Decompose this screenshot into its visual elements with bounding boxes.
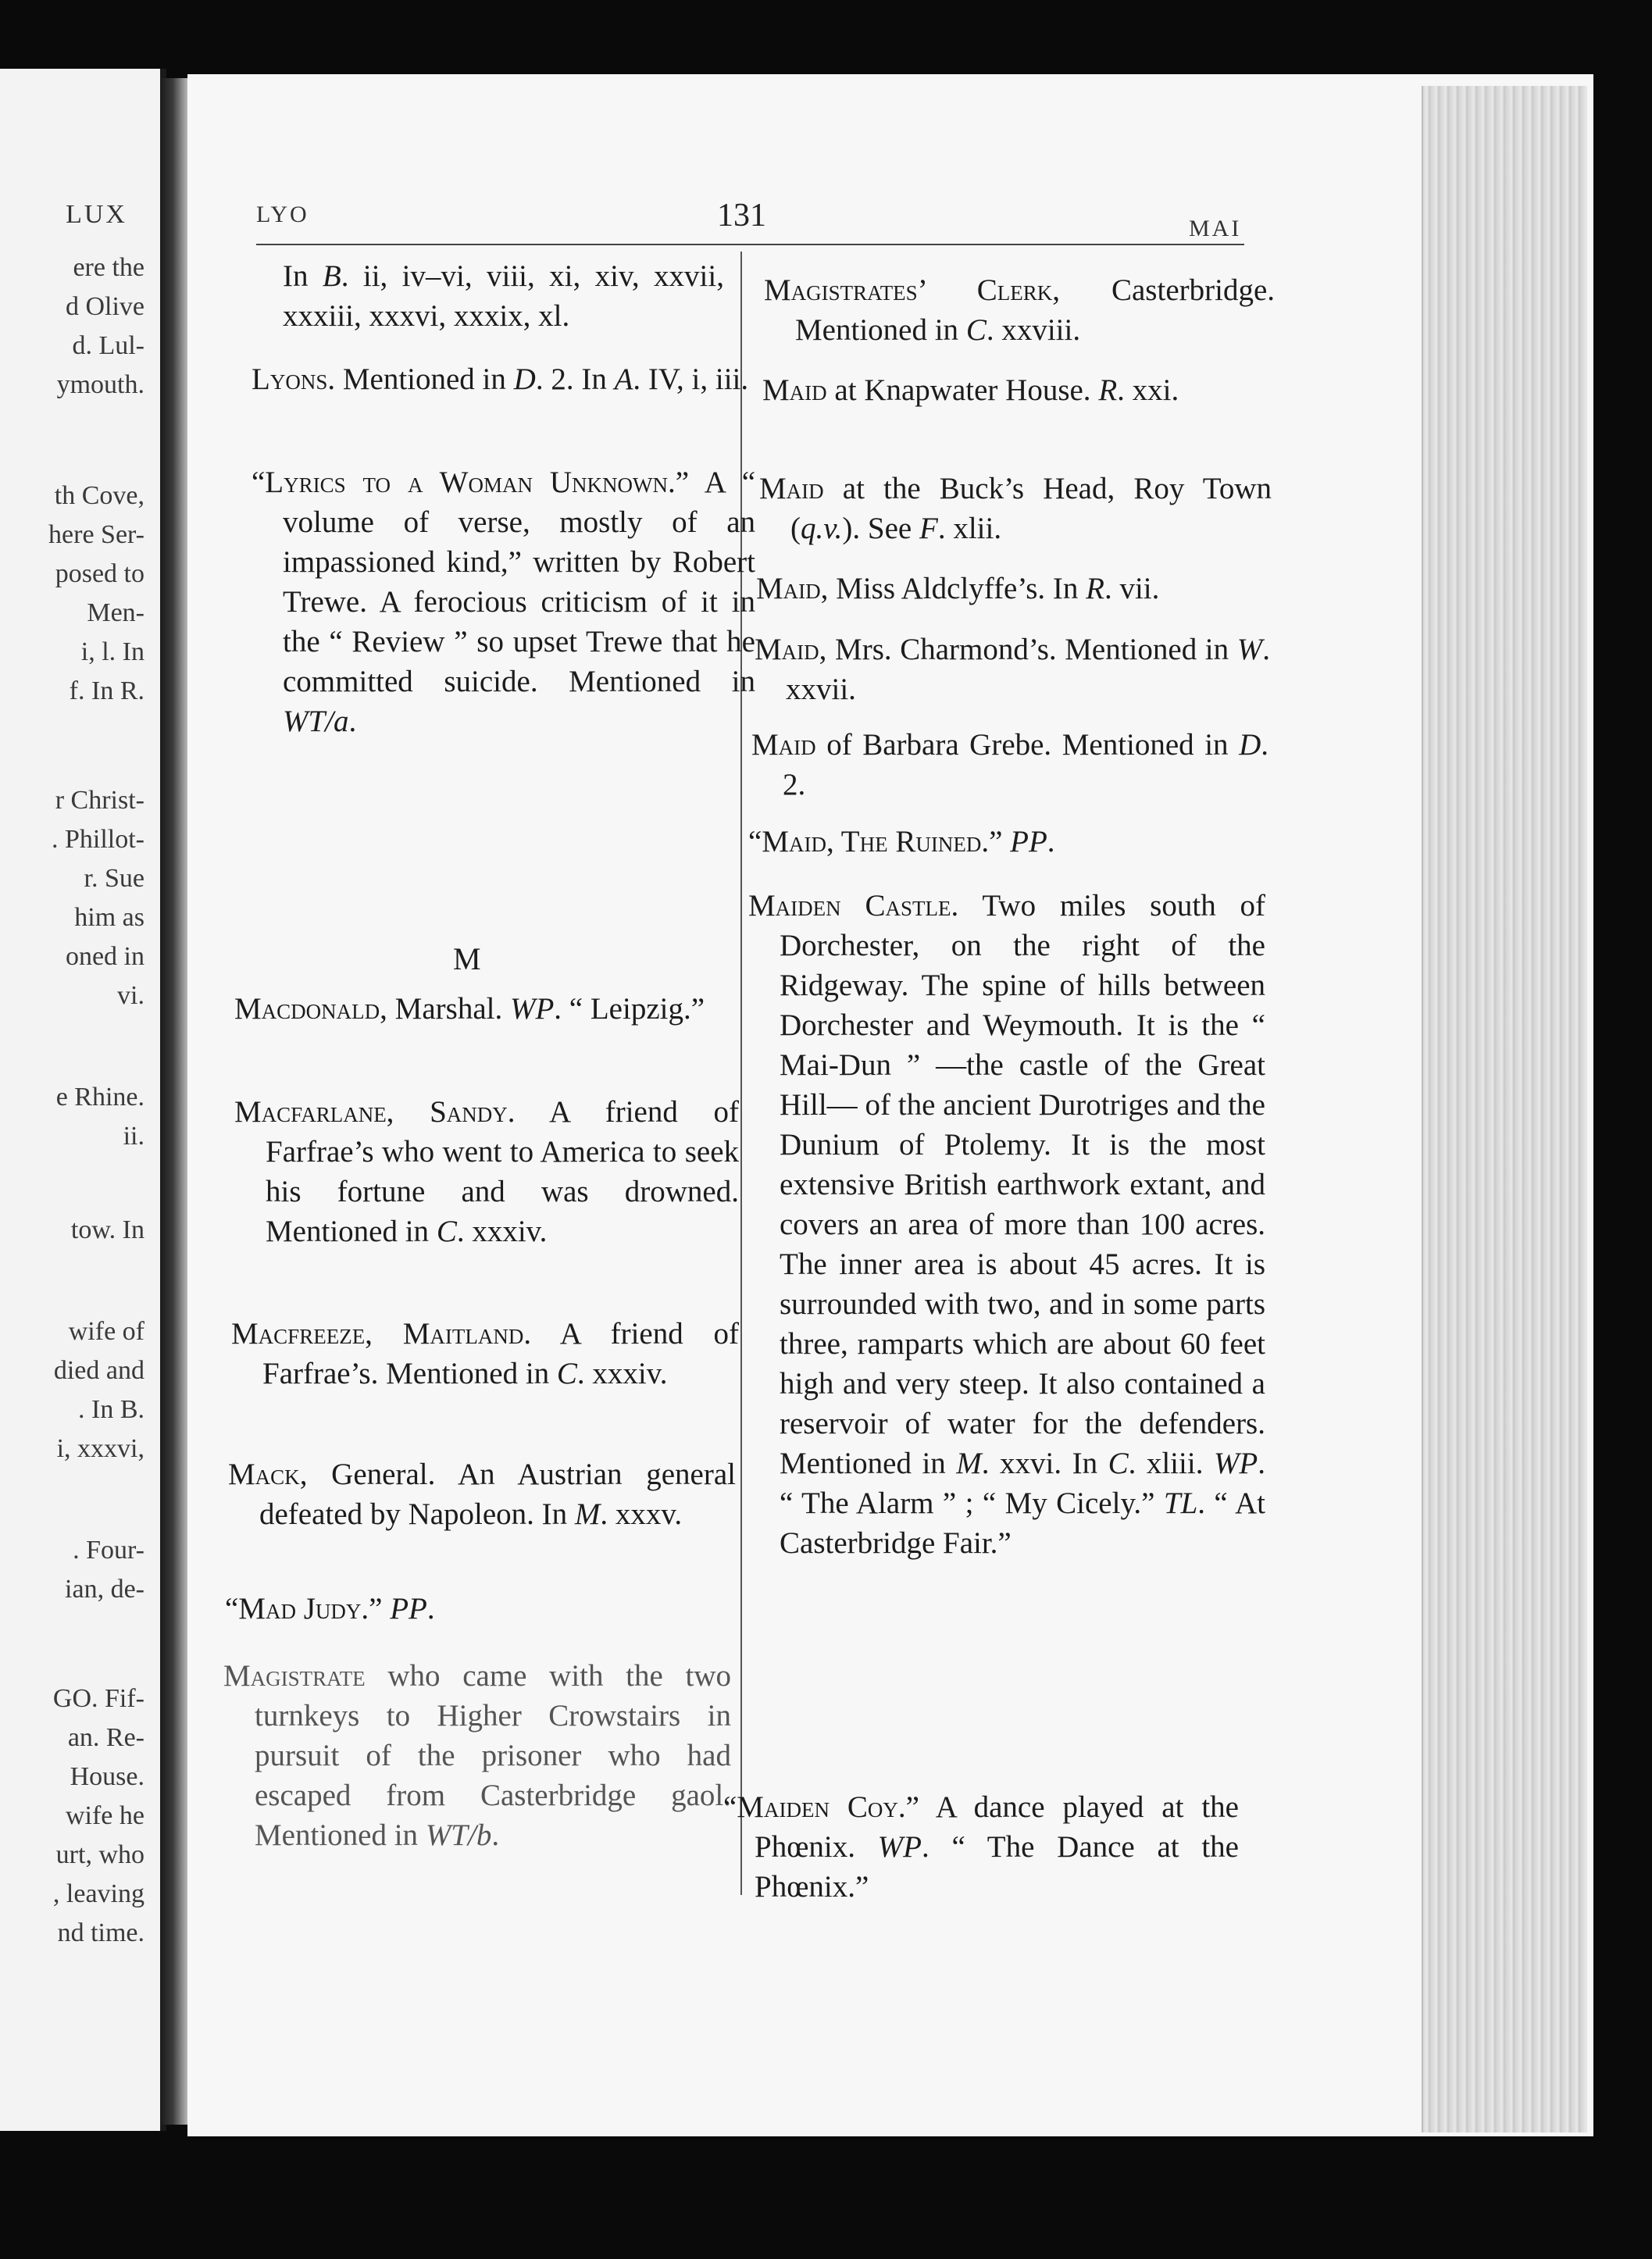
entry-lyons: Lyons. Mentioned in D. 2. In A. IV, i, iii. (252, 362, 749, 396)
left-fragment: , leaving (52, 1879, 145, 1908)
page-edges (1422, 86, 1587, 2132)
left-fragment: GO. Fif- (52, 1684, 145, 1713)
left-fragment: r Christ- (55, 786, 145, 815)
left-fragment: f. In R. (69, 676, 145, 705)
entry-magistrate: Magistrate who came with the two turnkeys to Higher Crowstairs in pursuit of the prisoner who had escaped from Casterbridge gaol. Mentioned in WT/b. (223, 1659, 731, 1852)
entry-maid-charmond: Maid, Mrs. Charmond’s. Mentioned in W. xxvii. (755, 633, 1270, 706)
entry-maiden-coy: “Maiden Coy.” A dance played at the Phœnix. WP. “ The Dance at the Phœnix.” (723, 1790, 1239, 1904)
left-fragment: d. Lul- (72, 331, 145, 360)
entry-macfarlane: Macfarlane, Sandy. A friend of Farfrae’s who went to America to seek his fortune and was drowned. Mentioned in C. xxxiv. (234, 1095, 740, 1248)
left-fragment: ere the (73, 253, 145, 282)
entry-macdonald: Macdonald, Marshal. WP. “ Leipzig.” (234, 992, 705, 1026)
left-fragment: an. Re- (67, 1723, 145, 1752)
entry-maid-knapwater: Maid at Knapwater House. R. xxi. (762, 373, 1179, 407)
entry-mad-judy: “Mad Judy.” PP. (225, 1592, 435, 1626)
left-fragment: ian, de- (65, 1575, 145, 1604)
left-page (0, 69, 166, 2131)
left-fragment: . Four- (73, 1536, 145, 1565)
left-fragment: vi. (117, 981, 145, 1010)
left-fragment: died and (53, 1356, 145, 1385)
left-fragment: . In B. (78, 1395, 145, 1424)
entry-macfreeze: Macfreeze, Maitland. A friend of Farfrae’s. Mentioned in C. xxxiv. (231, 1317, 740, 1390)
entry-maid-ruined: “Maid, The Ruined.” PP. (748, 825, 1055, 858)
book-gutter (160, 78, 191, 2125)
entry-maid-grebe: Maid of Barbara Grebe. Mentioned in D. 2. (751, 728, 1268, 801)
entry-mack: Mack, General. An Austrian general defeated by Napoleon. In M. xxxv. (228, 1458, 736, 1531)
left-fragment: i, xxxvi, (56, 1434, 145, 1463)
left-fragment: ii. (123, 1122, 145, 1151)
left-fragment: posed to (55, 559, 145, 588)
entry-maiden-castle: Maiden Castle. Two miles south of Dorchester, on the right of the Ridgeway. The spine of hills between Dorchester and Weymouth. It is the “ Mai-Dun ” —the castle of the Great Hill— of the ancient Durotriges and the Dunium of Ptolemy. It is the most extensive British earthwork extant, and covers an area of more than 100 acres. The inner area is about 45 acres. It is surrounded with two, and in some parts three, ramparts which are about 60 feet high and very steep. It also contained a reservoir of water for the defenders. Mentioned in M. xxvi. In C. xliii. WP. “ The Alarm ” ; “ My Cicely.” TL. “ At Casterbridge Fair.” (748, 889, 1265, 1560)
entry-maid-bucks-head: Maid at the Buck’s Head, Roy Town (q.v.). See F. xlii. (759, 472, 1272, 545)
running-head-right: MAI (1189, 216, 1242, 241)
left-fragment: House. (70, 1762, 145, 1791)
page-number: 131 (717, 198, 766, 234)
left-fragment: wife of (68, 1317, 145, 1346)
left-fragment: him as (74, 903, 145, 932)
left-fragment: e Rhine. (55, 1083, 145, 1112)
left-fragment: ymouth. (56, 370, 145, 399)
left-fragment: i, l. In (80, 637, 145, 666)
entry-maid-aldclyffe: Maid, Miss Aldclyffe’s. In R. vii. (756, 572, 1160, 605)
left-fragment: r. Sue (84, 864, 145, 893)
section-letter: M (453, 941, 481, 976)
left-fragment: nd time. (57, 1918, 145, 1947)
left-fragment: Men- (87, 598, 145, 627)
left-fragment: . Phillot- (51, 825, 145, 854)
left-fragment: here Ser- (48, 520, 145, 549)
header-rule (256, 244, 1244, 245)
left-fragment: oned in (65, 942, 145, 971)
left-fragment: tow. In (70, 1215, 145, 1244)
entry-continuation: In B. ii, iv–vi, viii, xi, xiv, xxvii, xxxiii, xxxvi, xxxix, xl. (283, 259, 724, 333)
left-fragment: urt, who (55, 1840, 145, 1869)
left-fragment: th Cove, (54, 481, 145, 510)
left-fragment: d Olive (65, 292, 145, 321)
entry-magistrates-clerk: Magistrates’ Clerk, Casterbridge. Mentioned in C. xxviii. (764, 273, 1275, 347)
entry-lyrics: “Lyrics to a Woman Unknown.” A “ volume of verse, mostly of an impassioned kind,” written by Robert Trewe. A ferocious criticism of it in the “ Review ” so upset Trewe that he committed suicide. Mentioned in WT/a. (252, 466, 756, 738)
running-head-left: LYO (256, 202, 309, 227)
left-running-head: LUX (66, 200, 127, 229)
left-fragment: wife he (65, 1801, 145, 1830)
